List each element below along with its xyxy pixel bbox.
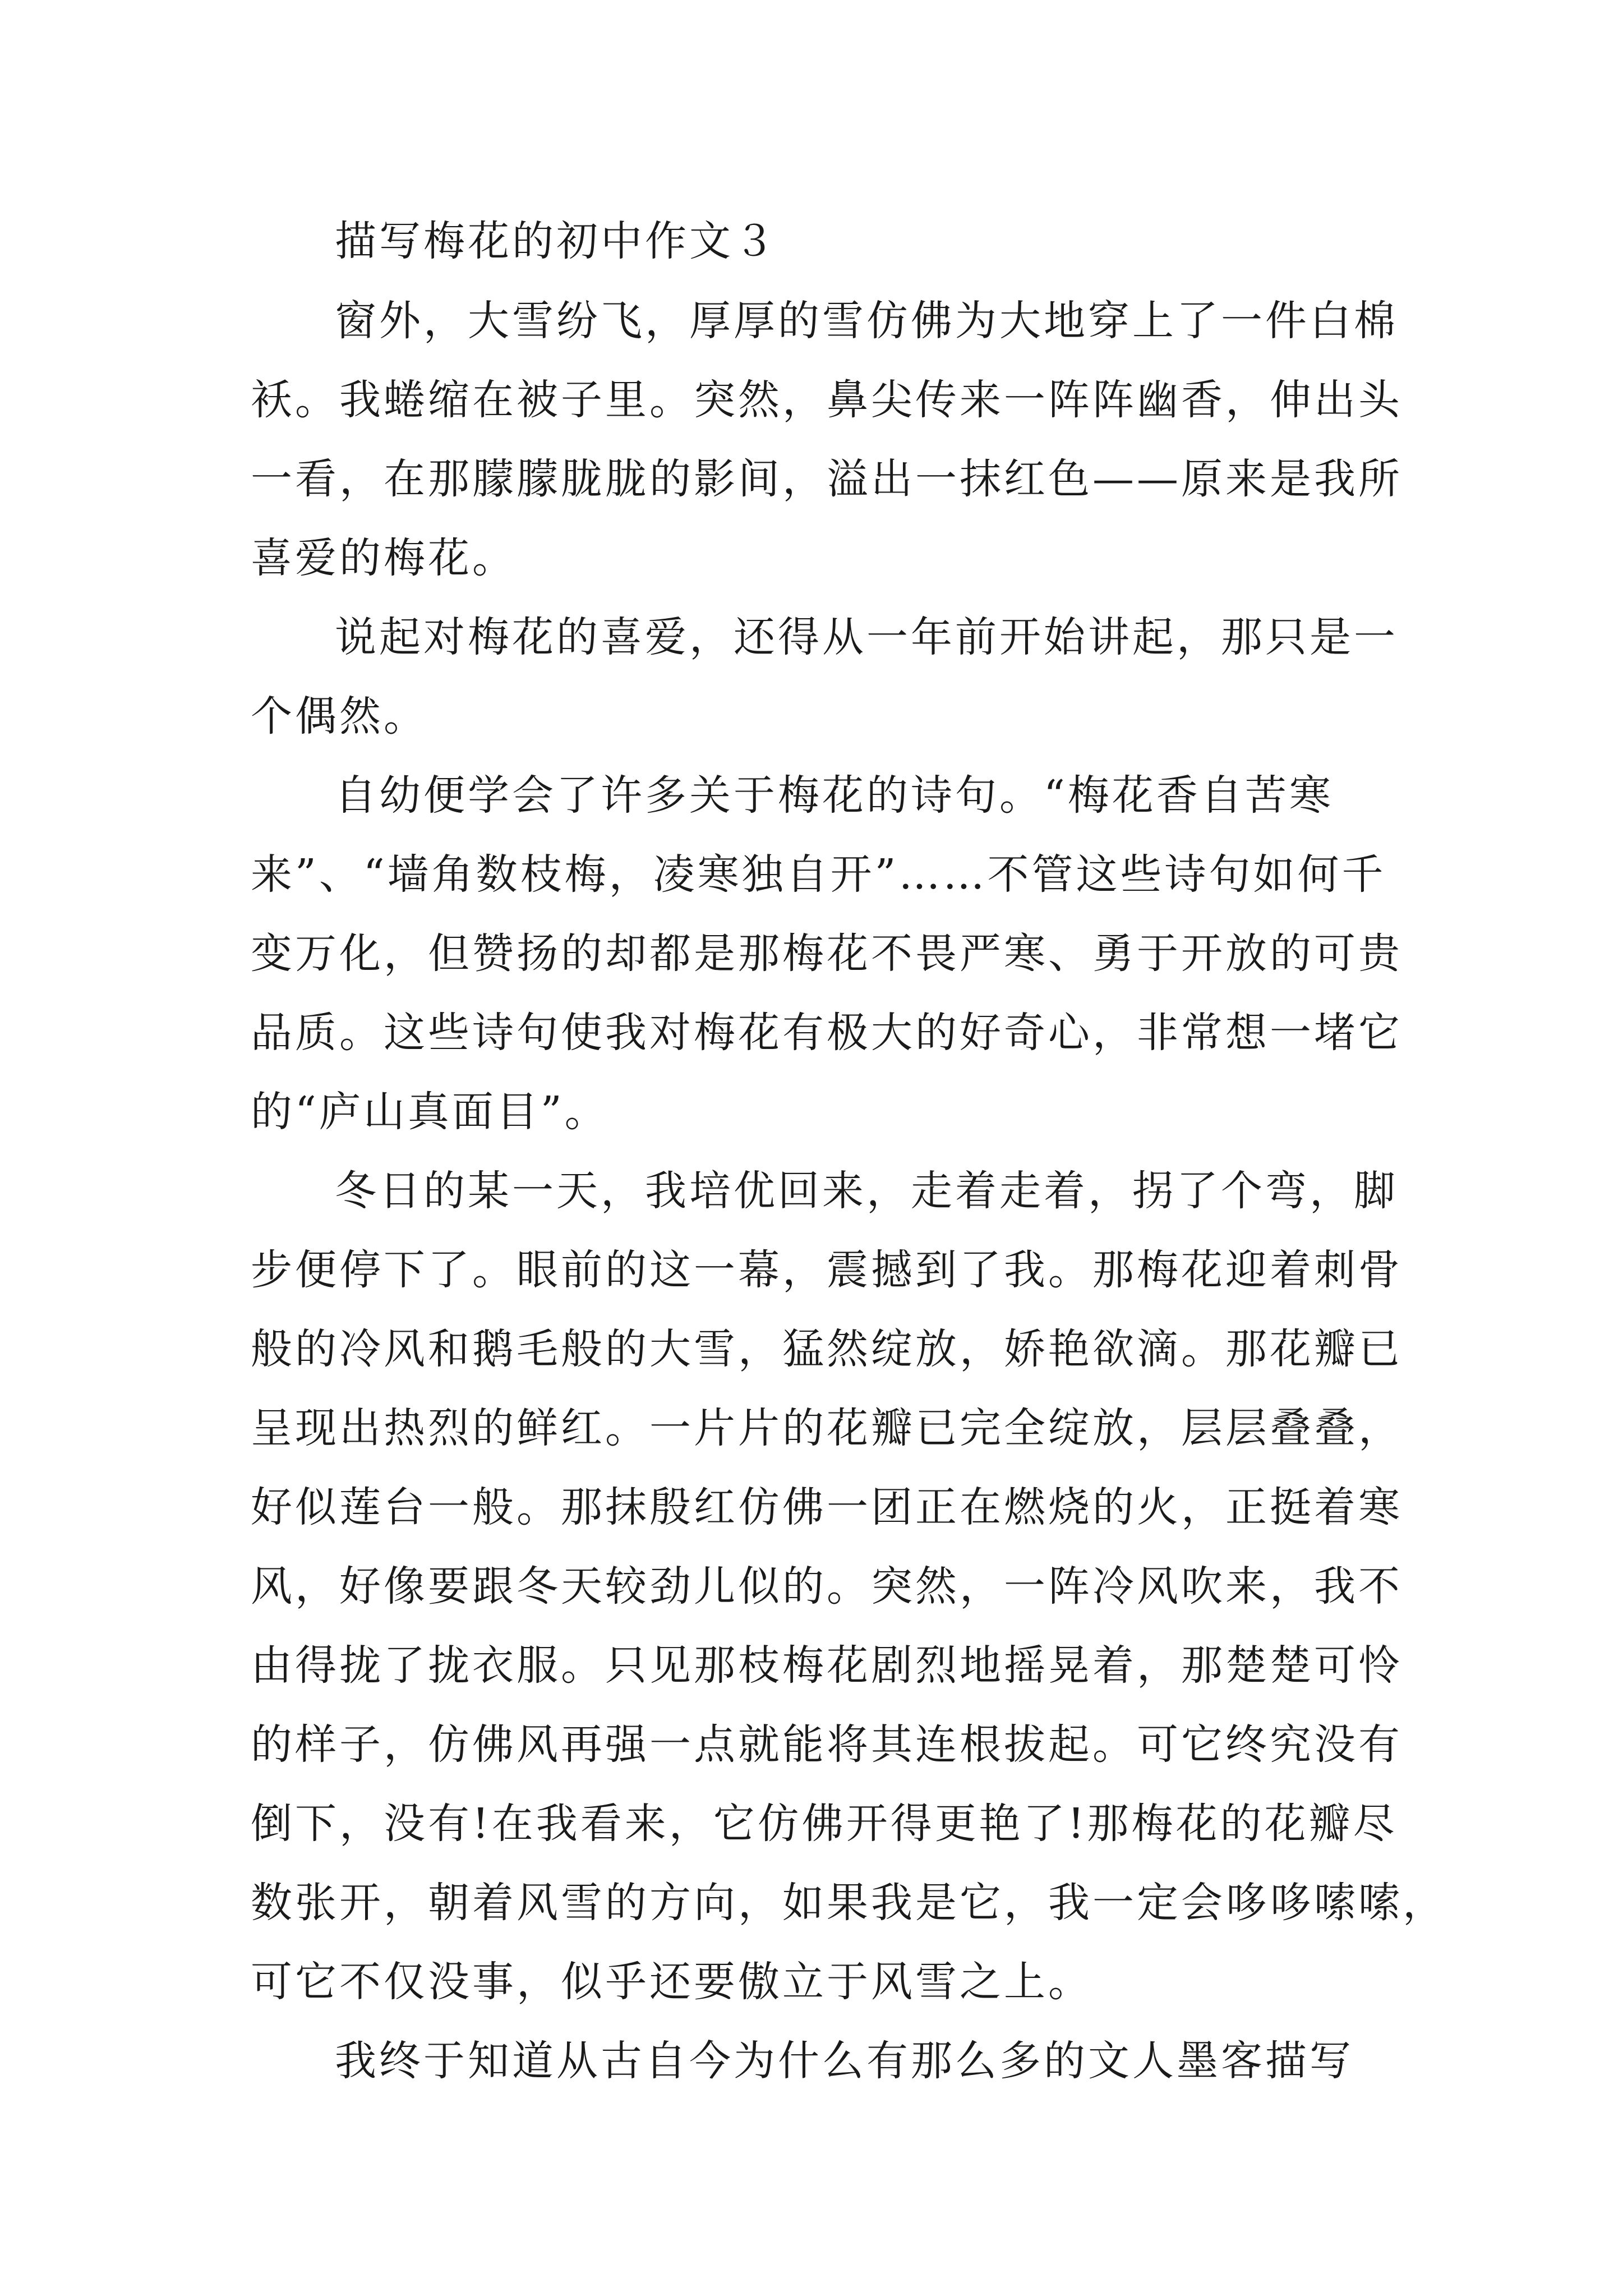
text-line: 的“庐山真面目”。 — [251, 1088, 609, 1136]
text-line: 步便停下了。眼前的这一幕，震撼到了我。那梅花迎着刺骨 — [251, 1246, 1403, 1294]
text-line: 可它不仅没事，似乎还要傲立于风雪之上。 — [251, 1958, 1092, 2006]
text-line: 来”、“墙角数枝梅，凌寒独自开”……不管这些诗句如何千 — [251, 850, 1386, 899]
text-line: 品质。这些诗句使我对梅花有极大的好奇心，非常想一堵它 — [251, 1009, 1403, 1057]
text-line: 般的冷风和鹅毛般的大雪，猛然绽放，娇艳欲滴。那花瓣已 — [251, 1325, 1403, 1373]
text-line: 个偶然。 — [251, 692, 428, 740]
text-line: 变万化，但赞扬的却都是那梅花不畏严寒、勇于开放的可贵 — [251, 930, 1403, 978]
page-title: 描写梅花的初中作文３ — [335, 217, 778, 265]
text-line: 我终于知道从古自今为什么有那么多的文人墨客描写 — [335, 2037, 1354, 2085]
text-line: 数张开，朝着风雪的方向，如果我是它，我一定会哆哆嗦嗦， — [251, 1879, 1447, 1927]
text-line: 一看，在那朦朦胧胧的影间，溢出一抹红色——原来是我所 — [251, 455, 1403, 503]
text-line: 倒下，没有!在我看来，它仿佛开得更艳了!那梅花的花瓣尽 — [251, 1800, 1398, 1848]
text-line: 喜爱的梅花。 — [251, 534, 517, 582]
text-line: 好似莲台一般。那抹殷红仿佛一团正在燃烧的火，正挺着寒 — [251, 1483, 1403, 1531]
text-line: 的样子，仿佛风再强一点就能将其连根拔起。可它终究没有 — [251, 1720, 1403, 1769]
text-line: 窗外，大雪纷飞，厚厚的雪仿佛为大地穿上了一件白棉 — [335, 297, 1398, 345]
text-line: 由得拢了拢衣服。只见那枝梅花剧烈地摇晃着，那楚楚可怜 — [251, 1641, 1403, 1690]
text-line: 说起对梅花的喜爱，还得从一年前开始讲起，那只是一 — [335, 613, 1398, 661]
text-line: 风，好像要跟冬天较劲儿似的。突然，一阵冷风吹来，我不 — [251, 1562, 1403, 1611]
text-line: 冬日的某一天，我培优回来，走着走着，拐了个弯，脚 — [335, 1167, 1398, 1215]
text-line: 袄。我蜷缩在被子里。突然，鼻尖传来一阵阵幽香，伸出头 — [251, 376, 1403, 424]
text-line: 自幼便学会了许多关于梅花的诗句。“梅花香自苦寒 — [335, 771, 1334, 820]
text-line: 呈现出热烈的鲜红。一片片的花瓣已完全绽放，层层叠叠， — [251, 1404, 1403, 1452]
